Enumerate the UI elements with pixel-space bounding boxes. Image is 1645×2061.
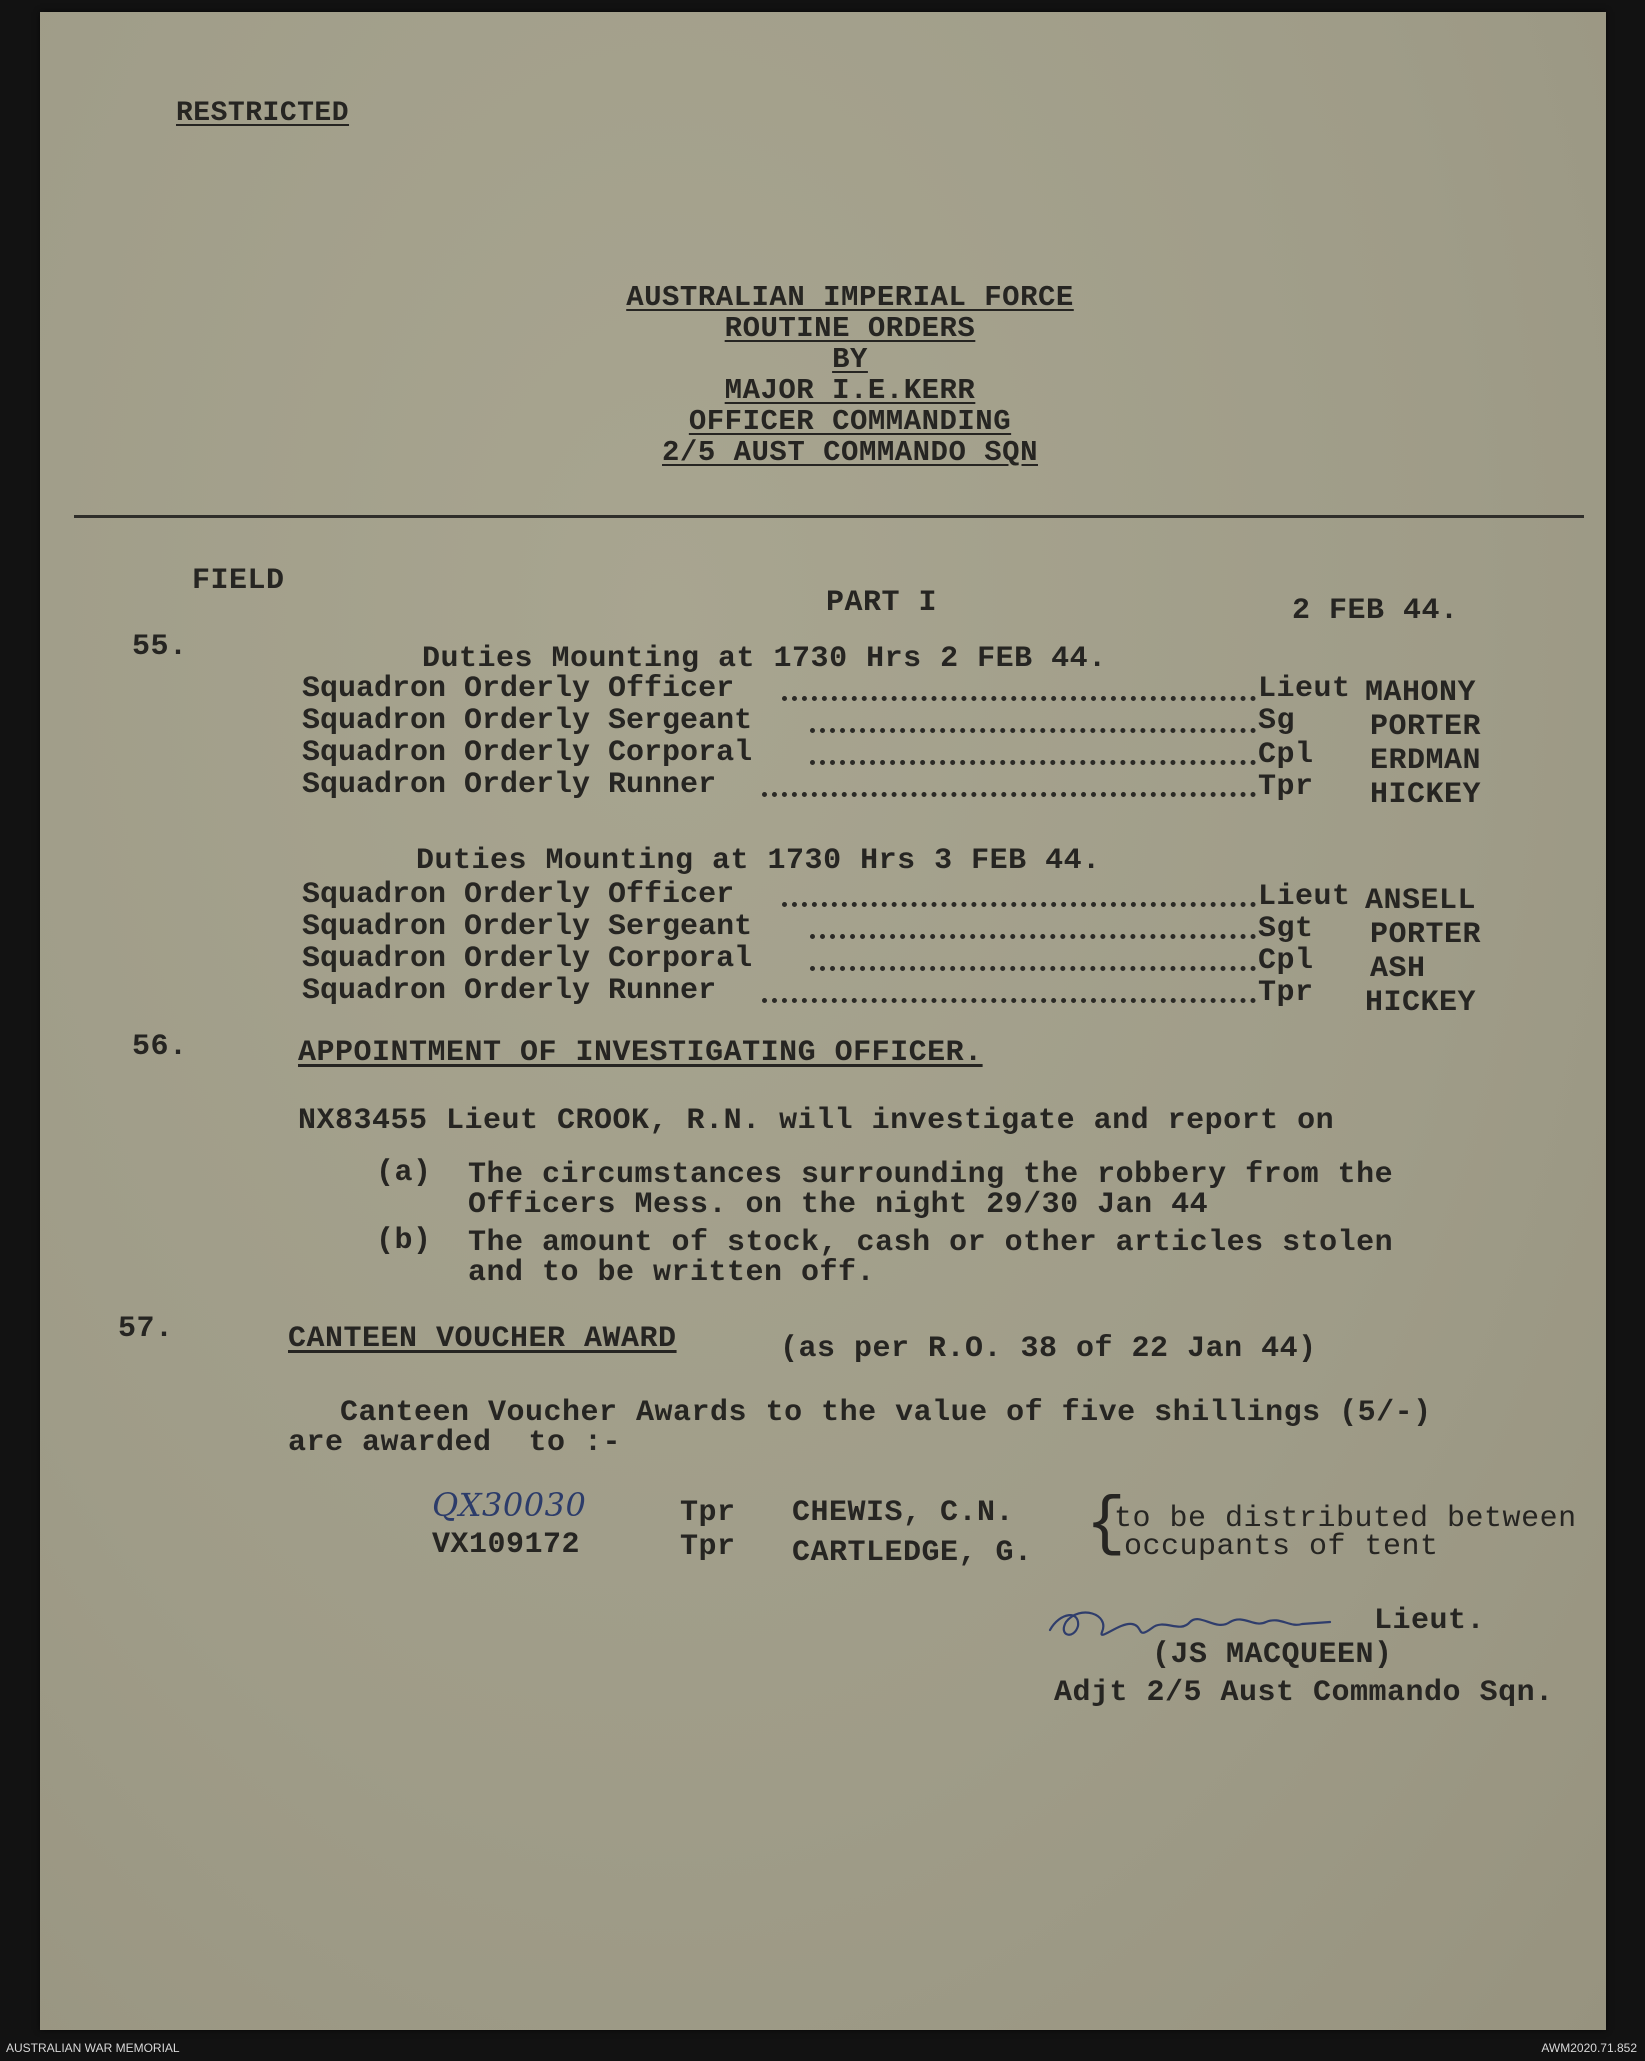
leader-dots bbox=[782, 902, 1256, 907]
recipient-name: CARTLEDGE, G. bbox=[792, 1536, 1033, 1570]
duty-name: HICKEY bbox=[1370, 778, 1482, 812]
item-a-label: (a) bbox=[376, 1156, 432, 1190]
leader-dots bbox=[762, 792, 1256, 797]
order-57-title: CANTEEN VOUCHER AWARD bbox=[288, 1322, 677, 1356]
order-57-reference: (as per R.O. 38 of 22 Jan 44) bbox=[780, 1332, 1317, 1366]
order-57-body-line-2: are awarded to :- bbox=[288, 1426, 622, 1460]
duty-label: Squadron Orderly Corporal bbox=[302, 736, 753, 770]
award-note-line-2: occupants of tent bbox=[1124, 1530, 1439, 1564]
duty-name: PORTER bbox=[1370, 710, 1482, 744]
order-number-57: 57. bbox=[118, 1312, 174, 1346]
heading-line-2: ROUTINE ORDERS bbox=[724, 312, 976, 345]
heading-line-3: BY bbox=[832, 343, 868, 376]
item-a-line-1: The circumstances surrounding the robbery from the bbox=[468, 1158, 1394, 1192]
duty-name: ASH bbox=[1370, 952, 1426, 986]
duty-rank: Cpl bbox=[1258, 738, 1314, 772]
archive-credit: AUSTRALIAN WAR MEMORIAL bbox=[6, 2041, 180, 2055]
recipient-number: QX30030 bbox=[432, 1486, 587, 1524]
document-date: 2 FEB 44. bbox=[1292, 594, 1459, 628]
leader-dots bbox=[762, 998, 1256, 1003]
leader-dots bbox=[810, 728, 1256, 733]
archive-reference: AWM2020.71.852 bbox=[1541, 2041, 1637, 2055]
classification-marking: RESTRICTED bbox=[176, 98, 350, 129]
order-number-55: 55. bbox=[132, 630, 188, 664]
order-56-intro: NX83455 Lieut CROOK, R.N. will investigate and report on bbox=[298, 1104, 1335, 1138]
brace: { bbox=[1086, 1487, 1127, 1562]
signatory-name: (JS MACQUEEN) bbox=[1152, 1638, 1393, 1672]
order-number-56: 56. bbox=[132, 1030, 188, 1064]
heading-line-1: AUSTRALIAN IMPERIAL FORCE bbox=[626, 281, 1074, 314]
duty-name: HICKEY bbox=[1365, 986, 1477, 1020]
recipient-rank: Tpr bbox=[680, 1496, 736, 1530]
duty-rank: Lieut bbox=[1258, 672, 1351, 706]
duty-label: Squadron Orderly Runner bbox=[302, 768, 717, 802]
document-page bbox=[40, 12, 1606, 2030]
duty-rank: Sgt bbox=[1258, 912, 1314, 946]
item-b-line-1: The amount of stock, cash or other articles stolen bbox=[468, 1226, 1394, 1260]
document-heading bbox=[440, 282, 1260, 468]
award-note-line-1: to be distributed between bbox=[1114, 1502, 1577, 1536]
order-56-title: APPOINTMENT OF INVESTIGATING OFFICER. bbox=[298, 1036, 983, 1070]
signatory-appointment: Adjt 2/5 Aust Commando Sqn. bbox=[1054, 1676, 1554, 1710]
duty-label: Squadron Orderly Officer bbox=[302, 672, 735, 706]
duty-label: Squadron Orderly Runner bbox=[302, 974, 717, 1008]
part-label: PART I bbox=[826, 586, 938, 620]
item-b-line-2: and to be written off. bbox=[468, 1256, 876, 1290]
duty-name: ANSELL bbox=[1365, 884, 1477, 918]
duty-rank: Tpr bbox=[1258, 770, 1314, 804]
heading-line-4: MAJOR I.E.KERR bbox=[724, 374, 976, 407]
recipient-rank: Tpr bbox=[680, 1530, 736, 1564]
duties-title-2: Duties Mounting at 1730 Hrs 3 FEB 44. bbox=[416, 844, 1101, 878]
duty-label: Squadron Orderly Sergeant bbox=[302, 910, 753, 944]
heading-rule bbox=[74, 515, 1584, 518]
duty-rank: Tpr bbox=[1258, 976, 1314, 1010]
leader-dots bbox=[810, 760, 1256, 765]
location-label: FIELD bbox=[192, 564, 285, 598]
duties-title-1: Duties Mounting at 1730 Hrs 2 FEB 44. bbox=[422, 642, 1107, 676]
item-b-label: (b) bbox=[376, 1224, 432, 1258]
heading-line-6: 2/5 AUST COMMANDO SQN bbox=[662, 436, 1038, 469]
duty-rank: Sg bbox=[1258, 704, 1296, 738]
duty-label: Squadron Orderly Corporal bbox=[302, 942, 753, 976]
order-57-body-line-1: Canteen Voucher Awards to the value of five shillings (5/-) bbox=[340, 1396, 1432, 1430]
duty-name: ERDMAN bbox=[1370, 744, 1482, 778]
recipient-name: CHEWIS, C.N. bbox=[792, 1496, 1015, 1530]
recipient-number: VX109172 bbox=[432, 1528, 581, 1562]
leader-dots bbox=[810, 966, 1256, 971]
duty-rank: Cpl bbox=[1258, 944, 1314, 978]
signatory-rank: Lieut. bbox=[1374, 1604, 1486, 1638]
leader-dots bbox=[782, 696, 1256, 701]
duty-name: PORTER bbox=[1370, 918, 1482, 952]
duty-label: Squadron Orderly Officer bbox=[302, 878, 735, 912]
duty-rank: Lieut bbox=[1258, 880, 1351, 914]
duty-name: MAHONY bbox=[1365, 676, 1477, 710]
heading-line-5: OFFICER COMMANDING bbox=[688, 405, 1012, 438]
duty-label: Squadron Orderly Sergeant bbox=[302, 704, 753, 738]
item-a-line-2: Officers Mess. on the night 29/30 Jan 44 bbox=[468, 1188, 1209, 1222]
leader-dots bbox=[810, 934, 1256, 939]
